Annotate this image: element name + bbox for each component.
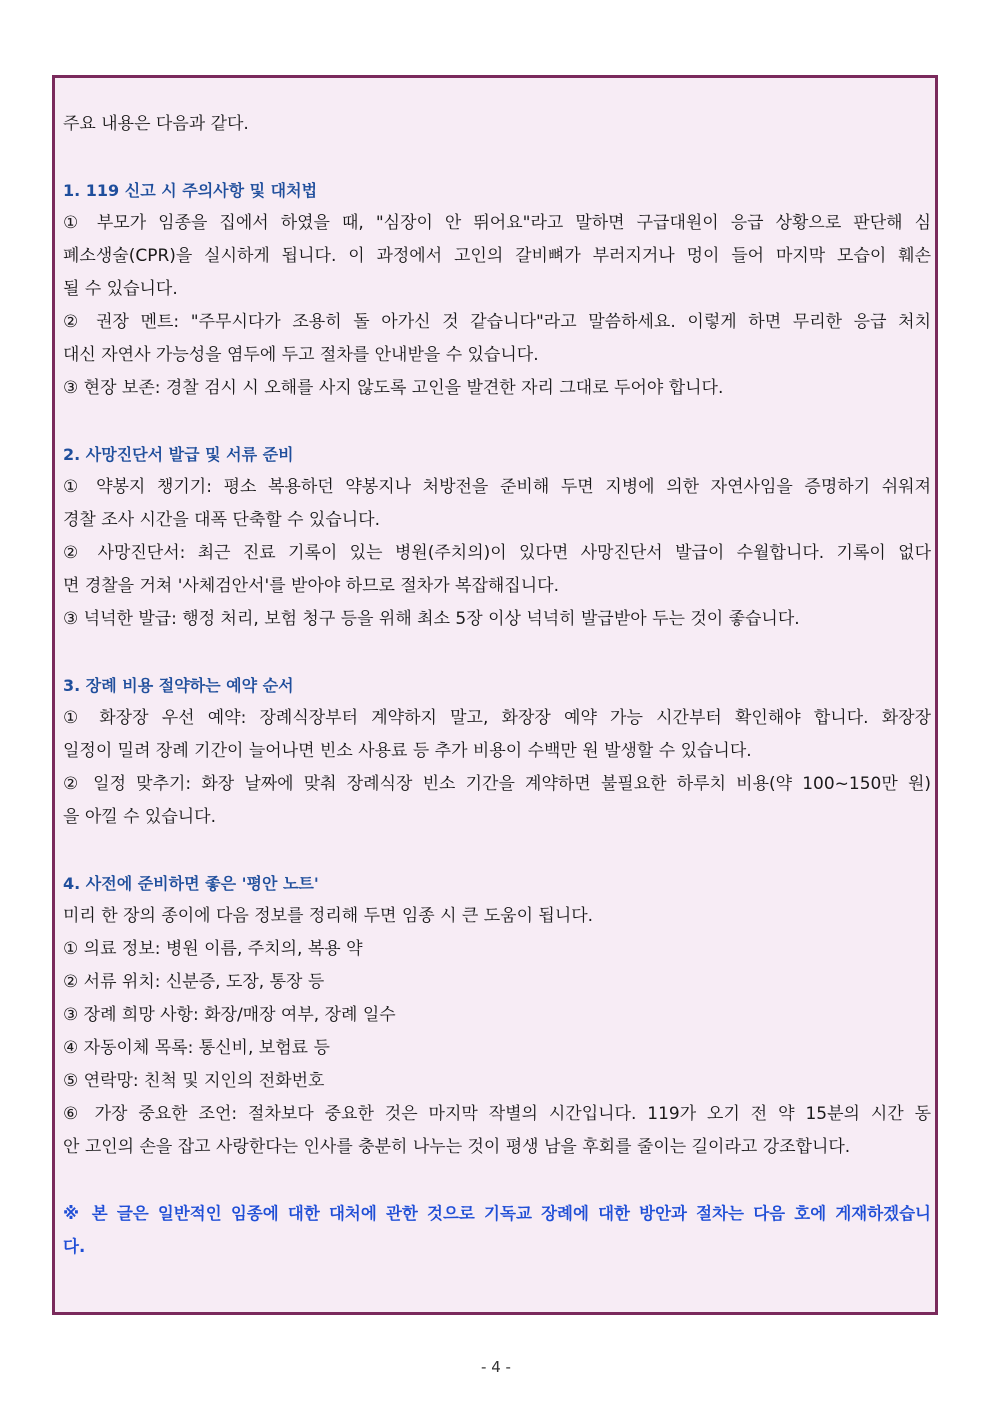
body-line: 안 고인의 손을 잡고 사랑한다는 인사를 충분히 나누는 것이 평생 남을 후회를 줄이는 길이라고 강조합니다. bbox=[63, 1137, 851, 1157]
body-line: 경찰 조사 시간을 대폭 단축할 수 있습니다. bbox=[63, 510, 381, 530]
body-line: ③ 넉넉한 발급: 행정 처리, 보험 청구 등을 위해 최소 5장 이상 넉넉히 발급받아 두는 것이 좋습니다. bbox=[63, 609, 800, 629]
section-heading: 2. 사망진단서 발급 및 서류 준비 bbox=[63, 445, 294, 464]
content-frame bbox=[52, 75, 938, 1315]
body-line: ② 일정 맞추기: 화장 날짜에 맞춰 장례식장 빈소 기간을 계약하면 불필요한 하루치 비용(약 100~150만 원) bbox=[63, 774, 931, 794]
page-number: - 4 - bbox=[481, 1358, 511, 1376]
body-line: ① 약봉지 챙기기: 평소 복용하던 약봉지나 처방전을 준비해 두면 지병에 의한 자연사임을 증명하기 쉬워져 bbox=[63, 477, 931, 497]
list-item: ③ 장례 희망 사항: 화장/매장 여부, 장례 일수 bbox=[63, 1005, 396, 1025]
article-body bbox=[63, 108, 931, 1263]
list-item: ④ 자동이체 목록: 통신비, 보험료 등 bbox=[63, 1038, 330, 1058]
body-line: 폐소생술(CPR)을 실시하게 됩니다. 이 과정에서 고인의 갈비뼈가 부러지거나 멍이 들어 마지막 모습이 훼손 bbox=[63, 246, 931, 266]
body-line: ③ 현장 보존: 경찰 검시 시 오해를 사지 않도록 고인을 발견한 자리 그대로 두어야 합니다. bbox=[63, 378, 724, 398]
list-item: ⑤ 연락망: 친척 및 지인의 전화번호 bbox=[63, 1071, 325, 1091]
section-heading: 4. 사전에 준비하면 좋은 '평안 노트' bbox=[63, 874, 319, 893]
closing-note: 다. bbox=[63, 1237, 86, 1256]
body-line: 면 경찰을 거쳐 '사체검안서'를 받아야 하므로 절차가 복잡해집니다. bbox=[63, 576, 559, 596]
closing-note: ※ 본 글은 일반적인 임종에 대한 대처에 관한 것으로 기독교 장례에 대한 방안과 절차는 다음 호에 게재하겠습니 bbox=[63, 1204, 931, 1223]
body-line: 을 아낄 수 있습니다. bbox=[63, 807, 216, 827]
body-line: ① 화장장 우선 예약: 장례식장부터 계약하지 말고, 화장장 예약 가능 시간부터 확인해야 합니다. 화장장 bbox=[63, 708, 931, 728]
body-line: ② 권장 멘트: "주무시다가 조용히 돌 아가신 것 같습니다"라고 말씀하세요. 이렇게 하면 무리한 응급 처치 bbox=[63, 312, 931, 332]
body-line: 일정이 밀려 장례 기간이 늘어나면 빈소 사용료 등 추가 비용이 수백만 원 발생할 수 있습니다. bbox=[63, 741, 752, 761]
body-line: 미리 한 장의 종이에 다음 정보를 정리해 두면 임종 시 큰 도움이 됩니다. bbox=[63, 906, 594, 926]
list-item: ② 서류 위치: 신분증, 도장, 통장 등 bbox=[63, 972, 325, 992]
section-heading: 3. 장례 비용 절약하는 예약 순서 bbox=[63, 676, 294, 695]
body-line: ② 사망진단서: 최근 진료 기록이 있는 병원(주치의)이 있다면 사망진단서 발급이 수월합니다. 기록이 없다 bbox=[63, 543, 931, 563]
list-item: ⑥ 가장 중요한 조언: 절차보다 중요한 것은 마지막 작별의 시간입니다. 119가 오기 전 약 15분의 시간 동 bbox=[63, 1104, 931, 1124]
section-heading: 1. 119 신고 시 주의사항 및 대처법 bbox=[63, 181, 318, 200]
body-line: 될 수 있습니다. bbox=[63, 279, 178, 299]
body-line: ① 부모가 임종을 집에서 하였을 때, "심장이 안 뛰어요"라고 말하면 구급대원이 응급 상황으로 판단해 심 bbox=[63, 213, 931, 233]
body-line: 대신 자연사 가능성을 염두에 두고 절차를 안내받을 수 있습니다. bbox=[63, 345, 539, 365]
list-item: ① 의료 정보: 병원 이름, 주치의, 복용 약 bbox=[63, 939, 363, 959]
intro-text: 주요 내용은 다음과 같다. bbox=[63, 114, 249, 134]
